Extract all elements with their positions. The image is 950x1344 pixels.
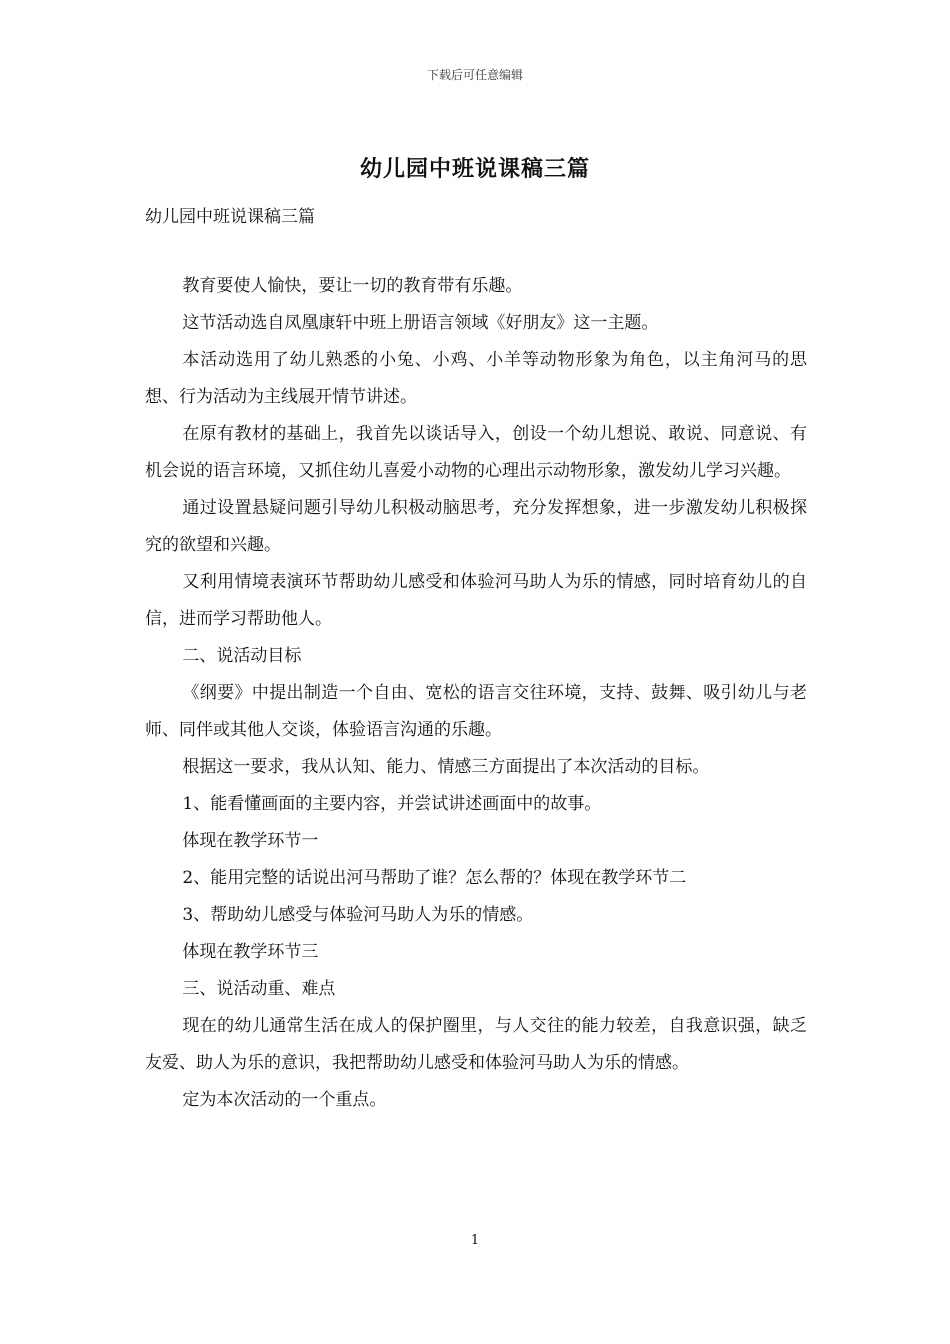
list-item: 2、能用完整的话说出河马帮助了谁？怎么帮的？体现在教学环节二 — [182, 868, 687, 888]
document-body — [145, 268, 807, 1119]
section-heading: 二、说活动目标 — [182, 646, 302, 666]
paragraph: 定为本次活动的一个重点。 — [182, 1090, 387, 1110]
paragraph: 体现在教学环节一 — [182, 831, 319, 851]
list-item: 3、帮助幼儿感受与体验河马助人为乐的情感。 — [182, 905, 534, 925]
document-subtitle: 幼儿园中班说课稿三篇 — [145, 207, 315, 227]
page-number: 1 — [470, 1233, 480, 1248]
paragraph: 本活动选用了幼儿熟悉的小兔、小鸡、小羊等动物形象为角色，以主角河马的思想、行为活动为主线展开情节讲述。 — [145, 350, 807, 407]
paragraph: 根据这一要求，我从认知、能力、情感三方面提出了本次活动的目标。 — [182, 757, 710, 777]
list-item: 1、能看懂画面的主要内容，并尝试讲述画面中的故事。 — [182, 794, 602, 814]
paragraph: 《纲要》中提出制造一个自由、宽松的语言交往环境，支持、鼓舞、吸引幼儿与老师、同伴或其他人交谈，体验语言沟通的乐趣。 — [145, 683, 807, 740]
paragraph: 现在的幼儿通常生活在成人的保护圈里，与人交往的能力较差，自我意识强，缺乏友爱、助人为乐的意识，我把帮助幼儿感受和体验河马助人为乐的情感。 — [145, 1016, 807, 1073]
paragraph: 又利用情境表演环节帮助幼儿感受和体验河马助人为乐的情感，同时培育幼儿的自信，进而学习帮助他人。 — [145, 572, 807, 629]
section-heading: 三、说活动重、难点 — [182, 979, 336, 999]
paragraph: 教育要使人愉快，要让一切的教育带有乐趣。 — [182, 276, 523, 296]
paragraph: 这节活动选自凤凰康轩中班上册语言领域《好朋友》这一主题。 — [182, 313, 659, 333]
document-title: 幼儿园中班说课稿三篇 — [359, 156, 590, 182]
paragraph: 体现在教学环节三 — [182, 942, 319, 962]
paragraph: 通过设置悬疑问题引导幼儿积极动脑思考，充分发挥想象，进一步激发幼儿积极探究的欲望和兴趣。 — [145, 498, 807, 555]
header-note: 下载后可任意编辑 — [426, 68, 523, 82]
paragraph: 在原有教材的基础上，我首先以谈话导入，创设一个幼儿想说、敢说、同意说、有机会说的语言环境，又抓住幼儿喜爱小动物的心理出示动物形象，激发幼儿学习兴趣。 — [145, 424, 807, 481]
